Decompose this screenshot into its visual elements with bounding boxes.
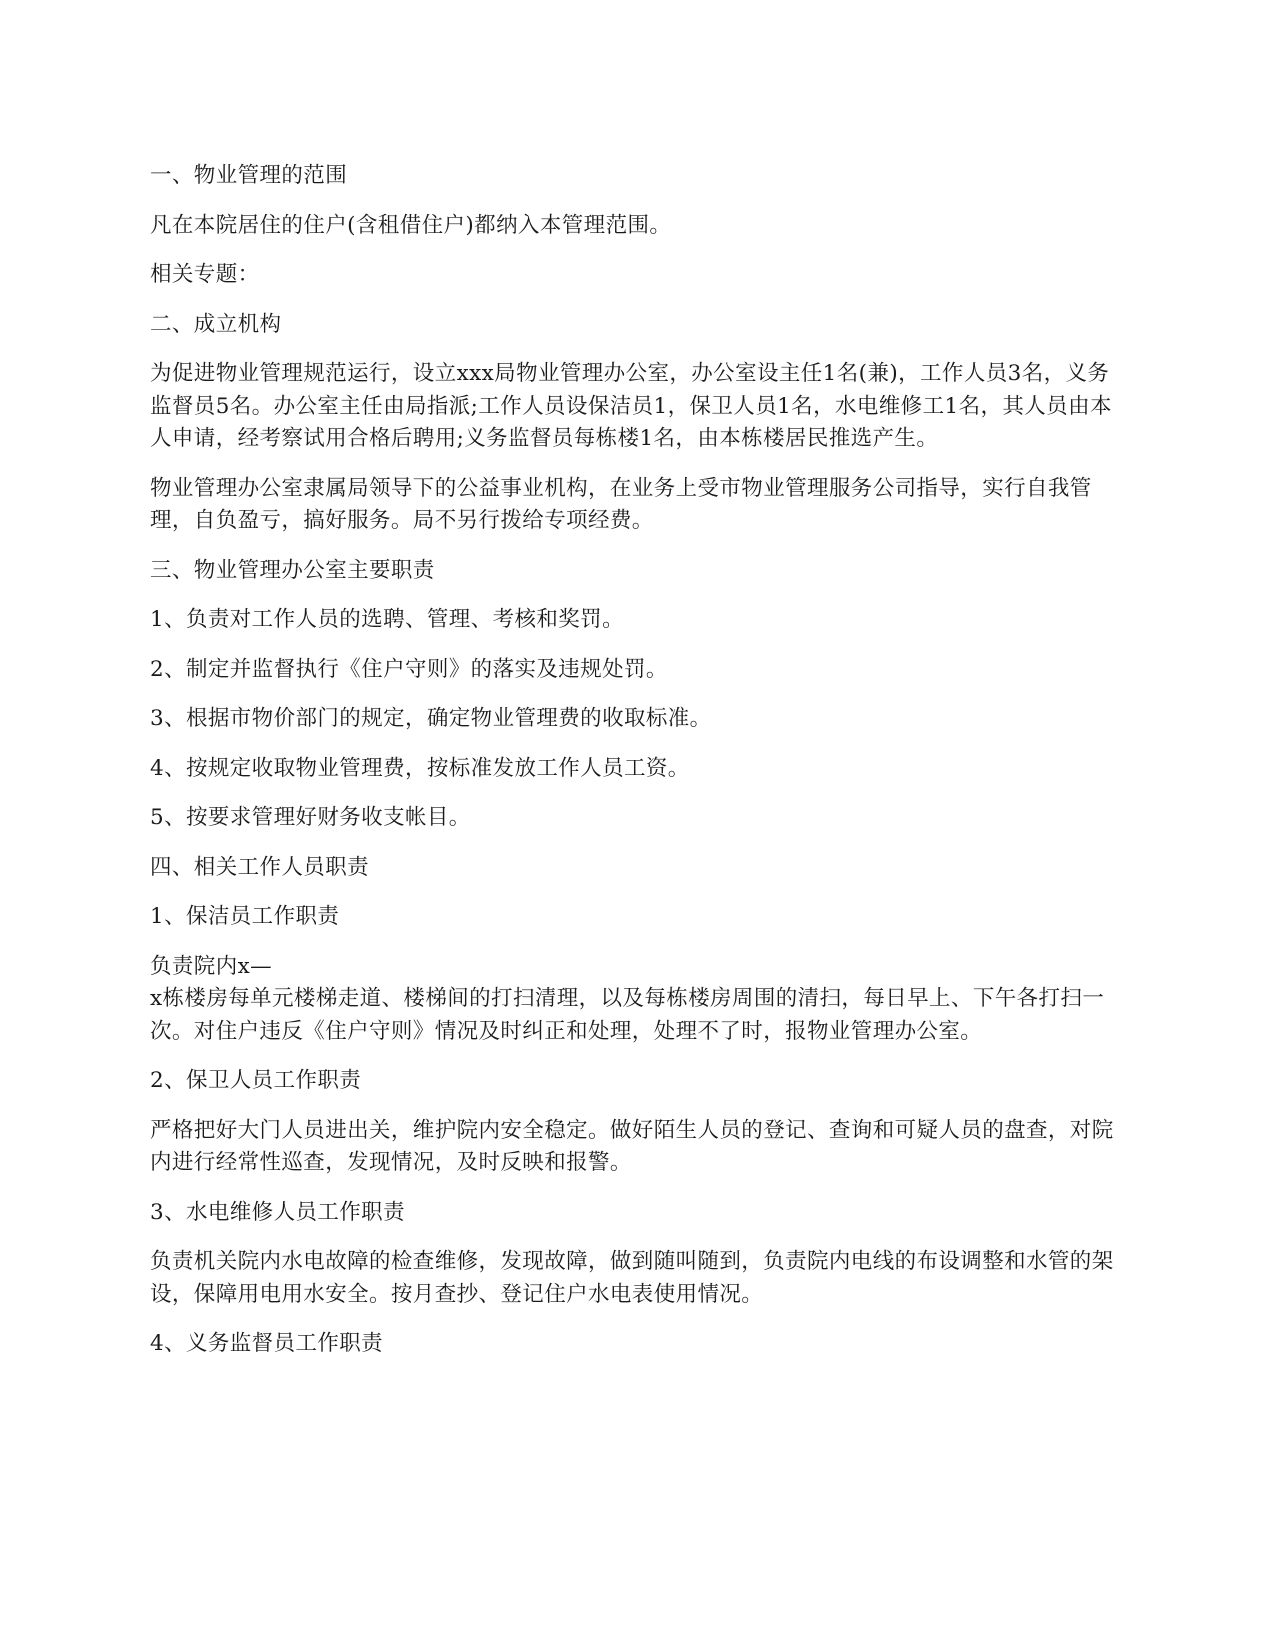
paragraph-security: 严格把好大门人员进出关，维护院内安全稳定。做好陌生人员的登记、查询和可疑人员的盘查，对院内进行经常性巡查，发现情况，及时反映和报警。 [150, 1117, 1114, 1175]
paragraph-scope: 凡在本院居住的住户(含租借住户)都纳入本管理范围。 [150, 212, 672, 238]
section-heading-office-duties: 三、物业管理办公室主要职责 [150, 557, 435, 583]
document-body [150, 160, 1125, 1378]
section-heading-organization: 二、成立机构 [150, 311, 282, 337]
duty-item-1: 1、负责对工作人员的选聘、管理、考核和奖罚。 [150, 607, 624, 632]
paragraph-cleaner-line1: 负责院内x— [150, 953, 273, 979]
section-heading-scope: 一、物业管理的范围 [150, 163, 348, 188]
paragraph-office-affiliation: 物业管理办公室隶属局领导下的公益事业机构，在业务上受市物业管理服务公司指导，实行自我管理，自负盈亏，搞好服务。局不另行拨给专项经费。 [150, 475, 1092, 533]
subheading-cleaner: 1、保洁员工作职责 [150, 904, 340, 929]
subheading-maintenance: 3、水电维修人员工作职责 [150, 1199, 405, 1225]
subheading-security: 2、保卫人员工作职责 [150, 1068, 362, 1093]
paragraph-organization: 为促进物业管理规范运行，设立xxx局物业管理办公室，办公室设主任1名(兼)，工作人员3名，义务监督员5名。办公室主任由局指派;工作人员设保洁员1，保卫人员1名，水电维修工1名，其人员由本人申请，经考察试用合格后聘用;义务监督员每栋楼1名，由本栋楼居民推选产生。 [150, 361, 1112, 451]
duty-item-3: 3、根据市物价部门的规定，确定物业管理费的收取标准。 [150, 706, 712, 731]
duty-item-5: 5、按要求管理好财务收支帐目。 [150, 805, 471, 830]
related-topics-label: 相关专题： [150, 262, 260, 287]
duty-item-2: 2、制定并监督执行《住户守则》的落实及违规处罚。 [150, 656, 668, 682]
paragraph-maintenance: 负责机关院内水电故障的检查维修，发现故障，做到随叫随到，负责院内电线的布设调整和水管的架设，保障用电用水安全。按月查抄、登记住户水电表使用情况。 [150, 1249, 1114, 1307]
subheading-supervisor: 4、义务监督员工作职责 [150, 1331, 384, 1356]
duty-item-4: 4、按规定收取物业管理费，按标准发放工作人员工资。 [150, 755, 690, 781]
section-heading-staff-duties: 四、相关工作人员职责 [150, 854, 370, 880]
paragraph-cleaner-line2: x栋楼房每单元楼梯走道、楼梯间的打扫清理，以及每栋楼房周围的清扫，每日早上、下午各打扫一次。对住户违反《住户守则》情况及时纠正和处理，处理不了时，报物业管理办公室。 [150, 986, 1105, 1044]
